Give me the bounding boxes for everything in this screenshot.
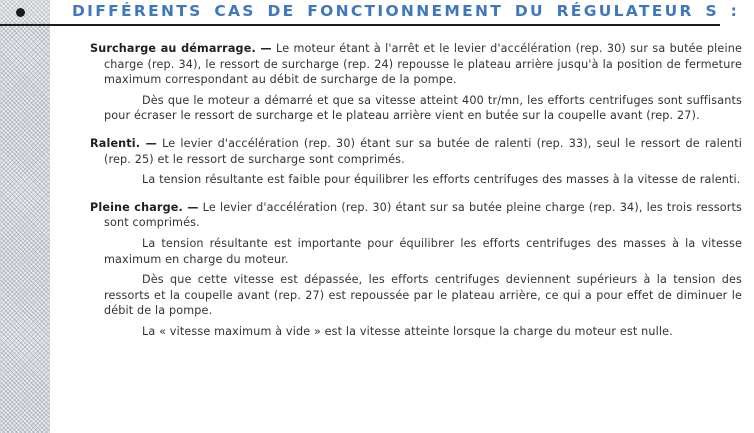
section-title: Pleine charge. — [90,200,199,214]
document-body [90,41,742,352]
section-surcharge-demarrage [90,41,742,124]
heading-rule [0,24,720,26]
section-lead-text: Le levier d'accélération (rep. 30) étant sur sa butée de ralenti (rep. 33), seul le ressort de ralenti (rep. 25) et le ressort de surcharge sont comprimés. [104,136,742,166]
section-lead-text: Le moteur étant à l'arrêt et le levier d'accélération (rep. 30) sur sa butée pleine charge (rep. 34), le ressort de surcharge (rep. 24) repousse le plateau arrière jusqu'à la position de fermeture maximum correspondant au débit de surcharge de la pompe. [104,42,742,87]
section-lead-paragraph [90,136,742,167]
section-title: Ralenti. — [90,136,157,150]
section-pleine-charge [90,200,742,340]
body-paragraph: La « vitesse maximum à vide » est la vitesse atteinte lorsque la charge du moteur est nulle. [142,324,673,338]
section-lead-paragraph [90,200,742,231]
margin-hatch-top [0,0,50,22]
body-paragraph: La tension résultante est importante pour équilibrer les efforts centrifuges des masses à la vitesse maximum en charge du moteur. [104,236,742,266]
margin-hatch-strip [0,22,50,433]
section-ralenti [90,136,742,188]
section-title: Surcharge au démarrage. — [90,42,272,55]
body-paragraph: Dès que le moteur a démarré et que sa vitesse atteint 400 tr/mn, les efforts centrifuges sont suffisants pour écraser le ressort de surcharge et le plateau arrière vient en butée sur la coupelle avant (rep. 27). [104,93,742,123]
bullet-icon [16,8,25,17]
section-lead-paragraph [90,41,742,88]
section-lead-text: Le levier d'accélération (rep. 30) étant sur sa butée pleine charge (rep. 34), les trois ressorts sont comprimés. [104,200,742,230]
body-paragraph: Dès que cette vitesse est dépassée, les efforts centrifuges deviennent supérieurs à la tension des ressorts et la coupelle avant (rep. 27) est repoussée par le plateau arrière, ce qui a pour effet de diminuer le débit de la pompe. [104,273,742,318]
body-paragraph: La tension résultante est faible pour équilibrer les efforts centrifuges des masses à la vitesse de ralenti. [142,173,741,187]
page-heading: DIFFÉRENTS CAS DE FONCTIONNEMENT DU RÉGULATEUR S : [72,2,740,20]
